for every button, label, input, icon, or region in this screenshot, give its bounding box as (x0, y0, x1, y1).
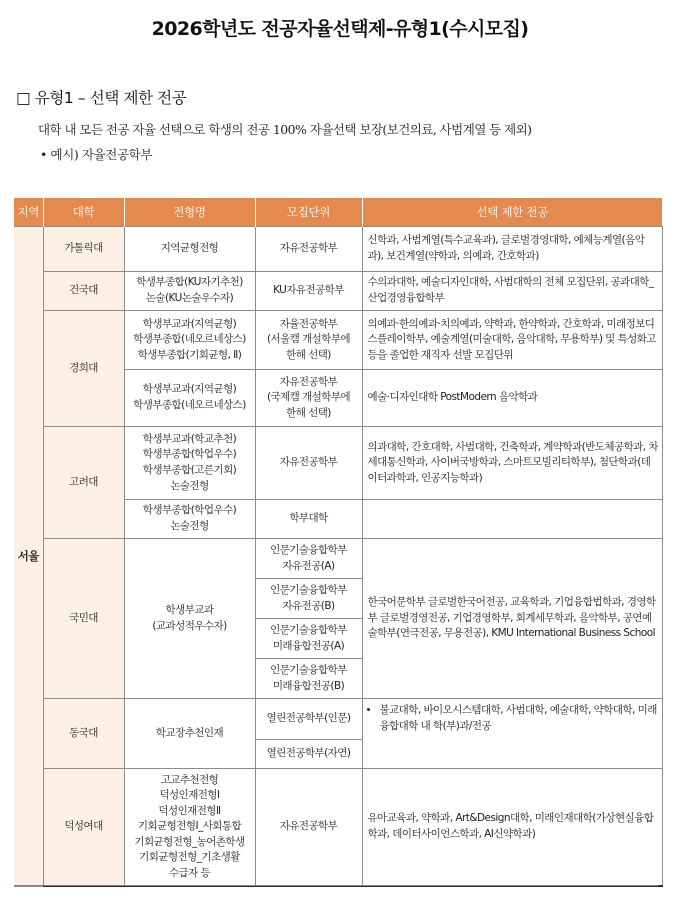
header-recruit-unit: 모집단위 (255, 198, 362, 227)
university-name: 동국대 (43, 699, 124, 769)
unit-line: 인문기술융합학부 (270, 583, 347, 596)
university-name: 고려대 (43, 427, 124, 539)
admission-line: 학생부교과 (165, 603, 214, 616)
unit-line: 미래융합전공(B) (272, 679, 345, 692)
university-name: 건국대 (43, 272, 124, 311)
unit-line: (서울캠 개설학부에 (266, 333, 351, 346)
admission-cell (124, 227, 255, 272)
unit-line: 자유전공학부 (279, 242, 338, 255)
university-name: 가톨릭대 (43, 227, 124, 272)
unit-cell (255, 740, 362, 769)
unit-cell (255, 539, 362, 579)
restricted-list (368, 703, 659, 734)
unit-cell (255, 272, 362, 311)
unit-cell (255, 311, 362, 370)
unit-cell (255, 769, 362, 887)
region-cell: 서울 (14, 227, 43, 887)
table-row (14, 427, 662, 500)
admission-line: 학생부종합(고른기회) (142, 464, 237, 476)
unit-cell (255, 659, 362, 699)
unit-line: 미래융합전공(A) (272, 639, 345, 652)
admission-cell (124, 311, 255, 370)
admission-line: 학생부종합(네오르네상스) (133, 399, 246, 411)
unit-line: 자유전공학부 (279, 820, 338, 833)
unit-line: 자유전공학부 (279, 375, 338, 388)
unit-line: 한해 선택) (286, 348, 331, 361)
unit-line: 열린전공학부(자연) (266, 747, 351, 760)
restricted-cell: 의예과·한의예과·치의예과, 약학과, 한약학과, 간호학과, 미래정보디스플레이학부, 예술계열(미술대학, 음악대학, 무용학부) 및 특성화고 등을 졸업한 재직자 선발 모집단위 (362, 311, 662, 370)
admission-line: 학생부교과(학교추천) (142, 432, 237, 445)
unit-line: KU자유전공학부 (273, 284, 344, 297)
admission-line: 논술전형 (170, 520, 209, 532)
admission-line: 기회균형전형Ⅰ_사회통합 (137, 820, 242, 833)
admission-line: (교과성적우수자) (152, 619, 227, 632)
admission-line: 논술(KU논술우수자) (145, 292, 234, 304)
university-name: 국민대 (43, 539, 124, 699)
table-row (14, 227, 662, 272)
admission-line: 학생부종합(KU자기추천) (136, 276, 243, 289)
admission-line: 학생부종합(학업우수) (142, 448, 237, 461)
unit-line: 자유전공(B) (282, 599, 335, 612)
unit-line: 학부대학 (289, 512, 328, 525)
restricted-cell: 예술·디자인대학 PostModern 음악학과 (362, 370, 662, 427)
unit-line: 자유전공학부 (279, 456, 338, 469)
header-restricted-majors: 선택 제한 전공 (362, 198, 662, 227)
restricted-cell: 한국어문학부 글로벌한국어전공, 교육학과, 기업융합법학과, 경영학부 글로벌경영전공, 기업경영학부, 회계세무학과, 음악학부, 공연예술학부(연극전공, 무용전공), KMU International Business School (362, 539, 662, 699)
unit-line: 자율전공학부 (279, 317, 338, 330)
restricted-cell: 신학과, 사범계열(특수교육과), 글로벌경영대학, 예체능계열(음악과), 보건계열(약학과, 의예과, 간호학과) (362, 227, 662, 272)
unit-cell (255, 579, 362, 619)
unit-cell (255, 370, 362, 427)
unit-line: 인문기술융합학부 (270, 623, 347, 636)
admission-line: 수급자 등 (168, 866, 211, 879)
admission-cell (124, 769, 255, 887)
admission-line: 덕성인재전형Ⅱ (158, 804, 221, 817)
admission-line: 학생부종합(네오르네상스) (133, 333, 246, 346)
admission-line: 학생부교과(지역균형) (142, 317, 237, 330)
header-region: 지역 (14, 198, 43, 227)
unit-line: 인문기술융합학부 (270, 663, 347, 676)
university-name: 덕성여대 (43, 769, 124, 887)
admission-line: 학생부종합(기회균형, Ⅱ) (137, 348, 242, 361)
admission-line: 덕성인재전형Ⅰ (159, 789, 220, 802)
admission-cell (124, 699, 255, 769)
admission-table (14, 198, 663, 887)
admission-line: 학생부교과(지역균형) (142, 383, 237, 396)
admission-line: 학교장추천인재 (155, 726, 224, 739)
unit-cell (255, 699, 362, 740)
admission-cell (124, 500, 255, 539)
unit-line: (국제캠 개설학부에 (266, 391, 351, 404)
restricted-cell: 유아교육과, 약학과, Art&Design대학, 미래인재대학(가상현실융합학과, 데이터사이언스학과, AI신약학과) (362, 769, 662, 887)
header-university: 대학 (43, 198, 124, 227)
unit-cell (255, 427, 362, 500)
admission-cell (124, 272, 255, 311)
admission-line: 기회균형전형_농어촌학생 (134, 835, 245, 848)
footer-divider (14, 885, 658, 886)
table-row (14, 539, 662, 579)
restricted-cell: 의과대학, 간호대학, 사범대학, 건축학과, 계약학과(반도체공학과, 차세대통신학과, 사이버국방학과, 스마트모빌리티학부), 첨단학과(데이터과학과, 인공지능학과) (362, 427, 662, 500)
table-row (14, 699, 662, 740)
admission-cell (124, 539, 255, 699)
unit-cell (255, 619, 362, 659)
example-bullet: • 예시) 자율전공학부 (40, 147, 152, 162)
unit-line: 한해 선택) (286, 406, 331, 419)
section-description: 대학 내 모든 전공 자율 선택으로 학생의 전공 100% 자율선택 보장(보건의료, 사범계열 등 제외) (38, 122, 532, 137)
table-header-row (14, 198, 662, 227)
unit-cell (255, 500, 362, 539)
unit-line: 열린전공학부(인문) (266, 712, 351, 725)
admission-cell (124, 427, 255, 500)
admission-line: 논술전형 (170, 479, 209, 492)
admission-line: 지역균형전형 (160, 242, 219, 255)
section-heading: □ 유형1 – 선택 제한 전공 (16, 89, 187, 107)
unit-line: 자유전공(A) (282, 559, 335, 572)
restricted-cell (362, 699, 662, 769)
admission-line: 고교추천전형 (160, 773, 219, 786)
restricted-cell (362, 500, 662, 539)
table-row (14, 272, 662, 311)
unit-cell (255, 227, 362, 272)
page-title: 2026학년도 전공자율선택제-유형1(수시모집) (151, 18, 529, 40)
admission-cell (124, 370, 255, 427)
university-name: 경희대 (43, 311, 124, 427)
restricted-cell: 수의과대학, 예술디자인대학, 사범대학의 전체 모집단위, 공과대학_산업경영융합학부 (362, 272, 662, 311)
admission-line: 학생부종합(학업우수) (142, 504, 237, 517)
table-row (14, 769, 662, 887)
unit-line: 인문기술융합학부 (270, 543, 347, 556)
table-row (14, 311, 662, 370)
restricted-bullet: • 불교대학, 바이오시스템대학, 사범대학, 예술대학, 약학대학, 미래융합대학 내 학(부)과/전공 (380, 703, 659, 734)
admission-line: 기회균형전형_기초생활 (139, 851, 240, 864)
header-admission-type: 전형명 (124, 198, 255, 227)
